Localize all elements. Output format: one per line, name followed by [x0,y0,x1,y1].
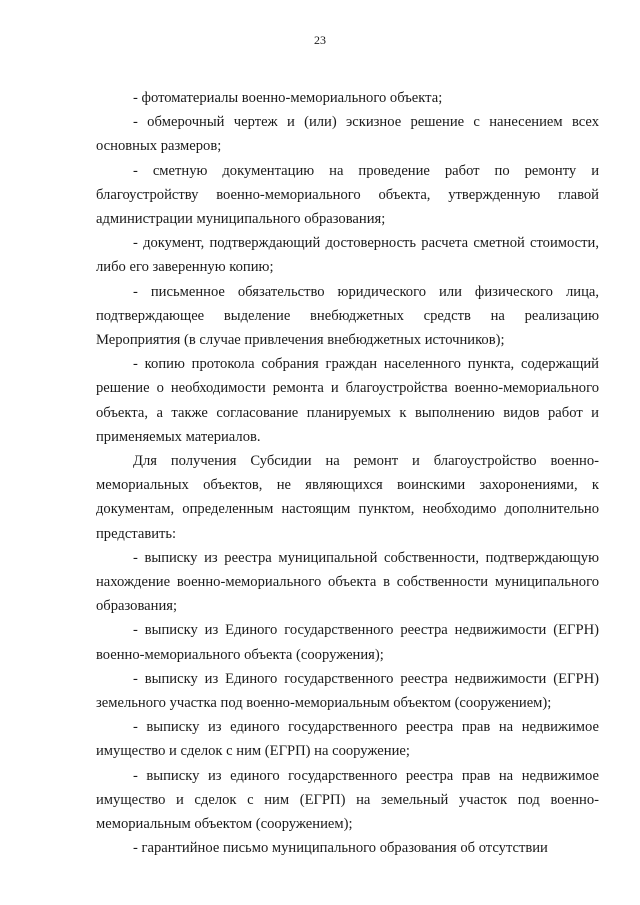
paragraph-egrp-structure: - выписку из единого государственного реестра прав на недвижимое имущество и сделок с ним (ЕГРП) на сооружение; [96,719,599,760]
paragraph-written-obligation: - письменное обязательство юридического или физического лица, подтверждающее выделение внебюджетных средств на реализацию Мероприятия (в случае привлечения внебюджетных источников); [96,283,599,349]
paragraph-guarantee-letter: - гарантийное письмо муниципального образования об отсутствии [133,840,548,857]
document-body [96,86,599,861]
page-number: 23 [314,33,326,47]
paragraph-egrn-structure: - выписку из Единого государственного реестра недвижимости (ЕГРН) военно-мемориального объекта (сооружения); [96,622,599,663]
paragraph-meeting-protocol: - копию протокола собрания граждан населенного пункта, содержащий решение о необходимости ремонта и благоустройства военно-мемориального объекта, а также согласование планируемых к выполнению видов работ и применяемых материалов. [96,356,599,445]
paragraph-cost-estimate: - сметную документацию на проведение работ по ремонту и благоустройству военно-мемориального объекта, утвержденную главой администрации муниципального образования; [96,162,599,228]
paragraph-additional-requirements: Для получения Субсидии на ремонт и благоустройство военно-мемориальных объектов, не являющихся воинскими захоронениями, к документам, определенным настоящим пунктом, необходимо дополнительно представить: [96,453,599,542]
paragraph-municipal-registry: - выписку из реестра муниципальной собственности, подтверждающую нахождение военно-мемориального объекта в собственности муниципального образования; [96,549,599,615]
paragraph-measurement-drawing: - обмерочный чертеж и (или) эскизное решение с нанесением всех основных размеров; [96,114,599,155]
paragraph-egrp-land: - выписку из единого государственного реестра прав на недвижимое имущество и сделок с ним (ЕГРП) на земельный участок под военно-мемориальным объектом (сооружением); [96,767,599,833]
paragraph-estimate-verification: - документ, подтверждающий достоверность расчета сметной стоимости, либо его заверенную копию; [96,235,599,276]
paragraph-egrn-land: - выписку из Единого государственного реестра недвижимости (ЕГРН) земельного участка под военно-мемориальным объектом (сооружением); [96,670,599,712]
paragraph-photo-materials: - фотоматериалы военно-мемориального объекта; [133,90,443,106]
